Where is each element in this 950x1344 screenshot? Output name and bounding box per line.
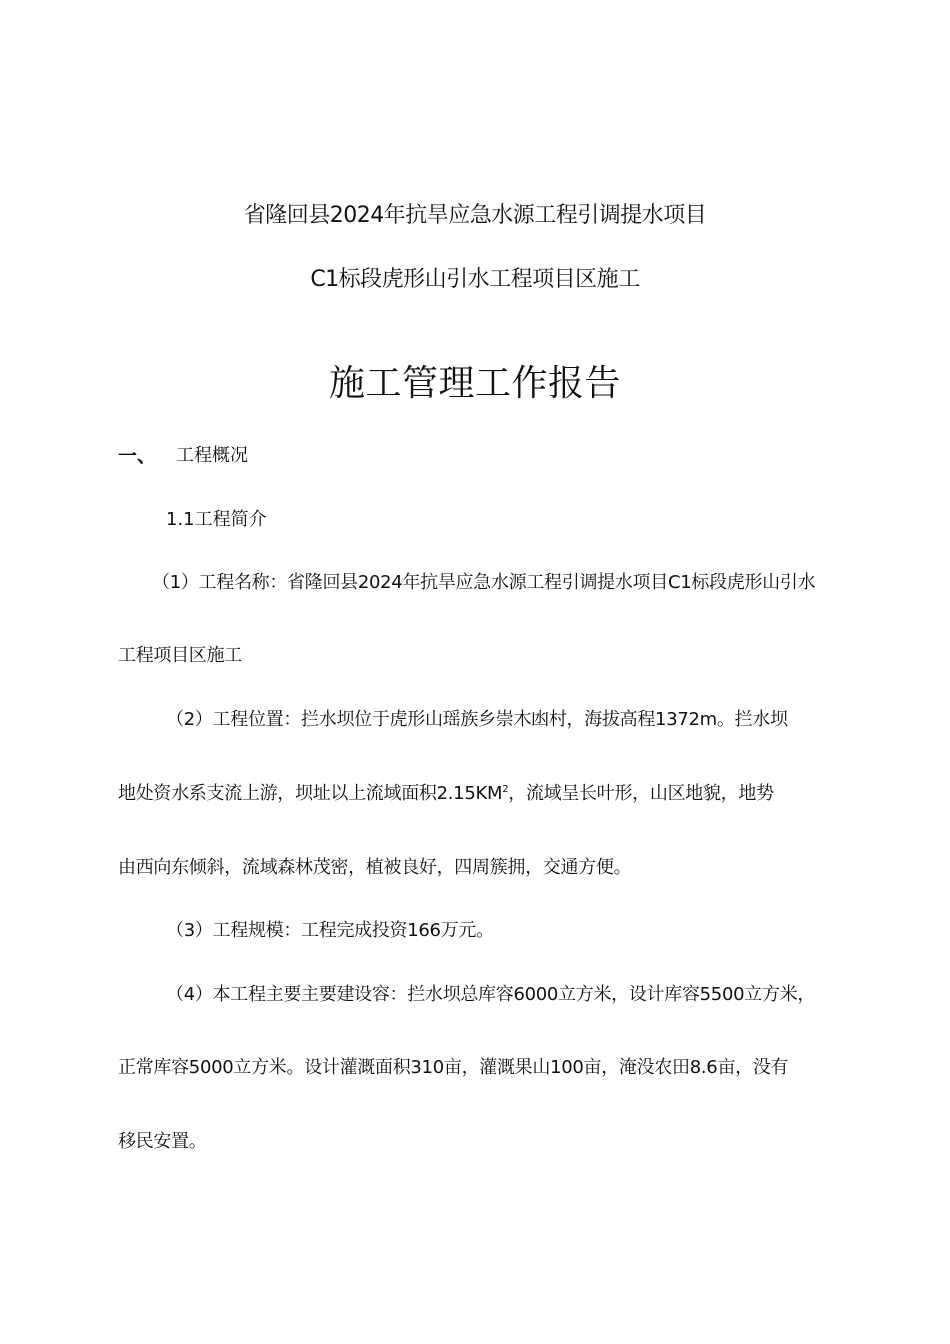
- location-line-2-text-b: ，流域呈长叶形，山区地貌，地势: [508, 783, 774, 804]
- paragraph-project-name-line-1: （1）工程名称：省隆回县2024年抗旱应急水源工程引调提水项目C1标段虎形山引水: [152, 572, 816, 593]
- location-line-2-text-a: 地处资水系支流上游，坝址以上流域面积2.15KM: [118, 783, 503, 804]
- paragraph-contents-line-1: （4）本工程主要主要建设容：拦水坝总库容6000立方米，设计库容5500立方米，: [166, 984, 816, 1005]
- paragraph-project-name-line-2: 工程项目区施工: [118, 645, 242, 666]
- section-number: 一、: [118, 445, 157, 467]
- paragraph-contents-line-3: 移民安置。: [118, 1131, 207, 1152]
- document-title-line-1: 省隆回县2024年抗旱应急水源工程引调提水项目: [243, 203, 707, 228]
- subsection-heading: 1.1工程简介: [166, 509, 267, 530]
- section-heading: 工程概况: [176, 445, 248, 466]
- paragraph-location-line-1: （2）工程位置：拦水坝位于虎形山瑶族乡崇木凼村，海拔高程1372m。拦水坝: [166, 709, 788, 730]
- document-title-line-2: C1标段虎形山引水工程项目区施工: [310, 267, 640, 292]
- paragraph-scale: （3）工程规模：工程完成投资166万元。: [166, 920, 494, 941]
- paragraph-location-line-3: 由西向东倾斜，流域森林茂密，植被良好，四周簇拥，交通方便。: [118, 857, 632, 878]
- superscript-2: 2: [502, 784, 509, 795]
- paragraph-location-line-2: [118, 779, 774, 805]
- paragraph-contents-line-2: 正常库容5000立方米。设计灌溉面积310亩，灌溉果山100亩，淹没农田8.6亩，没有: [118, 1057, 789, 1078]
- report-title: 施工管理工作报告: [328, 363, 621, 404]
